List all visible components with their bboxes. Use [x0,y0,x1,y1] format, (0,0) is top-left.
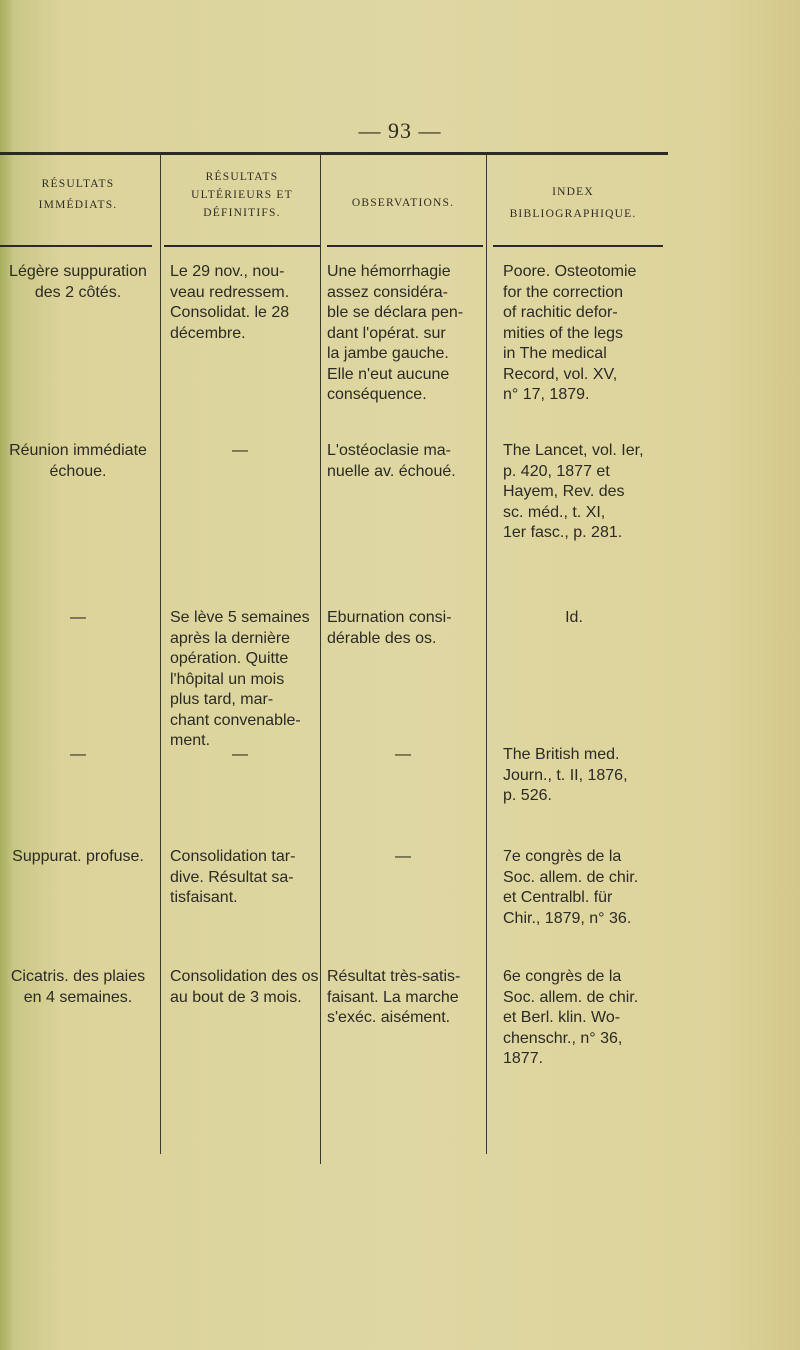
row6-index: 6e congrès de la Soc. allem. de chir. et Berl. klin. Wo- chenschr., n° 36, 1877. [503,968,639,1067]
header-resultats-definitifs: RÉSULTATS ULTÉRIEURS ET DÉFINITIFS. [191,171,293,219]
row2-definitifs: — [232,442,248,459]
row2-immediats: Réunion immédiate échoue. [9,442,147,480]
row6-observations: Résultat très-satis- faisant. La marche s'exéc. aisément. [327,968,461,1026]
row4-immediats: — [70,746,86,763]
row2-index: The Lancet, vol. Ier, p. 420, 1877 et Hayem, Rev. des sc. méd., t. XI, 1er fasc., p. 281. [503,442,644,541]
header-rule-col4 [493,245,663,247]
row4-observations: — [395,746,411,763]
row3-definitifs: Se lève 5 semaines après la dernière opération. Quitte l'hôpital un mois plus tard, mar- chant convenable- ment. [170,609,310,749]
header-rule-col3 [327,245,483,247]
header-rule-col2 [164,245,320,247]
header-resultats-immediats: RÉSULTATS IMMÉDIATS. [38,178,118,211]
header-observations: OBSERVATIONS. [351,197,455,209]
row4-index: The British med. Journ., t. II, 1876, p. 526. [503,746,628,804]
row5-observations: — [395,848,411,865]
row5-index: 7e congrès de la Soc. allem. de chir. et Centralbl. für Chir., 1879, n° 36. [503,848,639,927]
row3-observations: Eburnation consi- dérable des os. [327,609,452,647]
row3-immediats: — [70,609,86,626]
row6-definitifs: Consolidation des os au bout de 3 mois. [170,968,319,1006]
row5-definitifs: Consolidation tar- dive. Résultat sa- tisfaisant. [170,848,296,906]
header-rule-col1 [0,245,152,247]
row2-observations: L'ostéoclasie ma- nuelle av. échoué. [327,442,456,480]
table-top-rule [0,152,668,155]
row3-index: Id. [565,609,583,626]
row6-immediats: Cicatris. des plaies en 4 semaines. [10,968,146,1006]
row1-observations: Une hémorrhagie assez considéra- ble se déclara pen- dant l'opérat. sur la jambe gauche. Elle n'eut aucune conséquence. [327,263,464,403]
row1-definitifs: Le 29 nov., nou- veau redressem. Consolidat. le 28 décembre. [170,263,290,342]
row1-index: Poore. Osteotomie for the correction of rachitic defor- mities of the legs in The medical Record, vol. XV, n° 17, 1879. [503,263,637,403]
column-divider-2 [320,154,321,1164]
row5-immediats: Suppurat. profuse. [12,848,144,865]
row4-definitifs: — [232,746,248,763]
page-number: — 93 — [358,118,442,143]
row1-immediats: Légère suppuration des 2 côtés. [9,263,147,301]
column-divider-1 [160,154,161,1154]
header-index-bibliographique: INDEX BIBLIOGRAPHIQUE. [509,186,637,220]
